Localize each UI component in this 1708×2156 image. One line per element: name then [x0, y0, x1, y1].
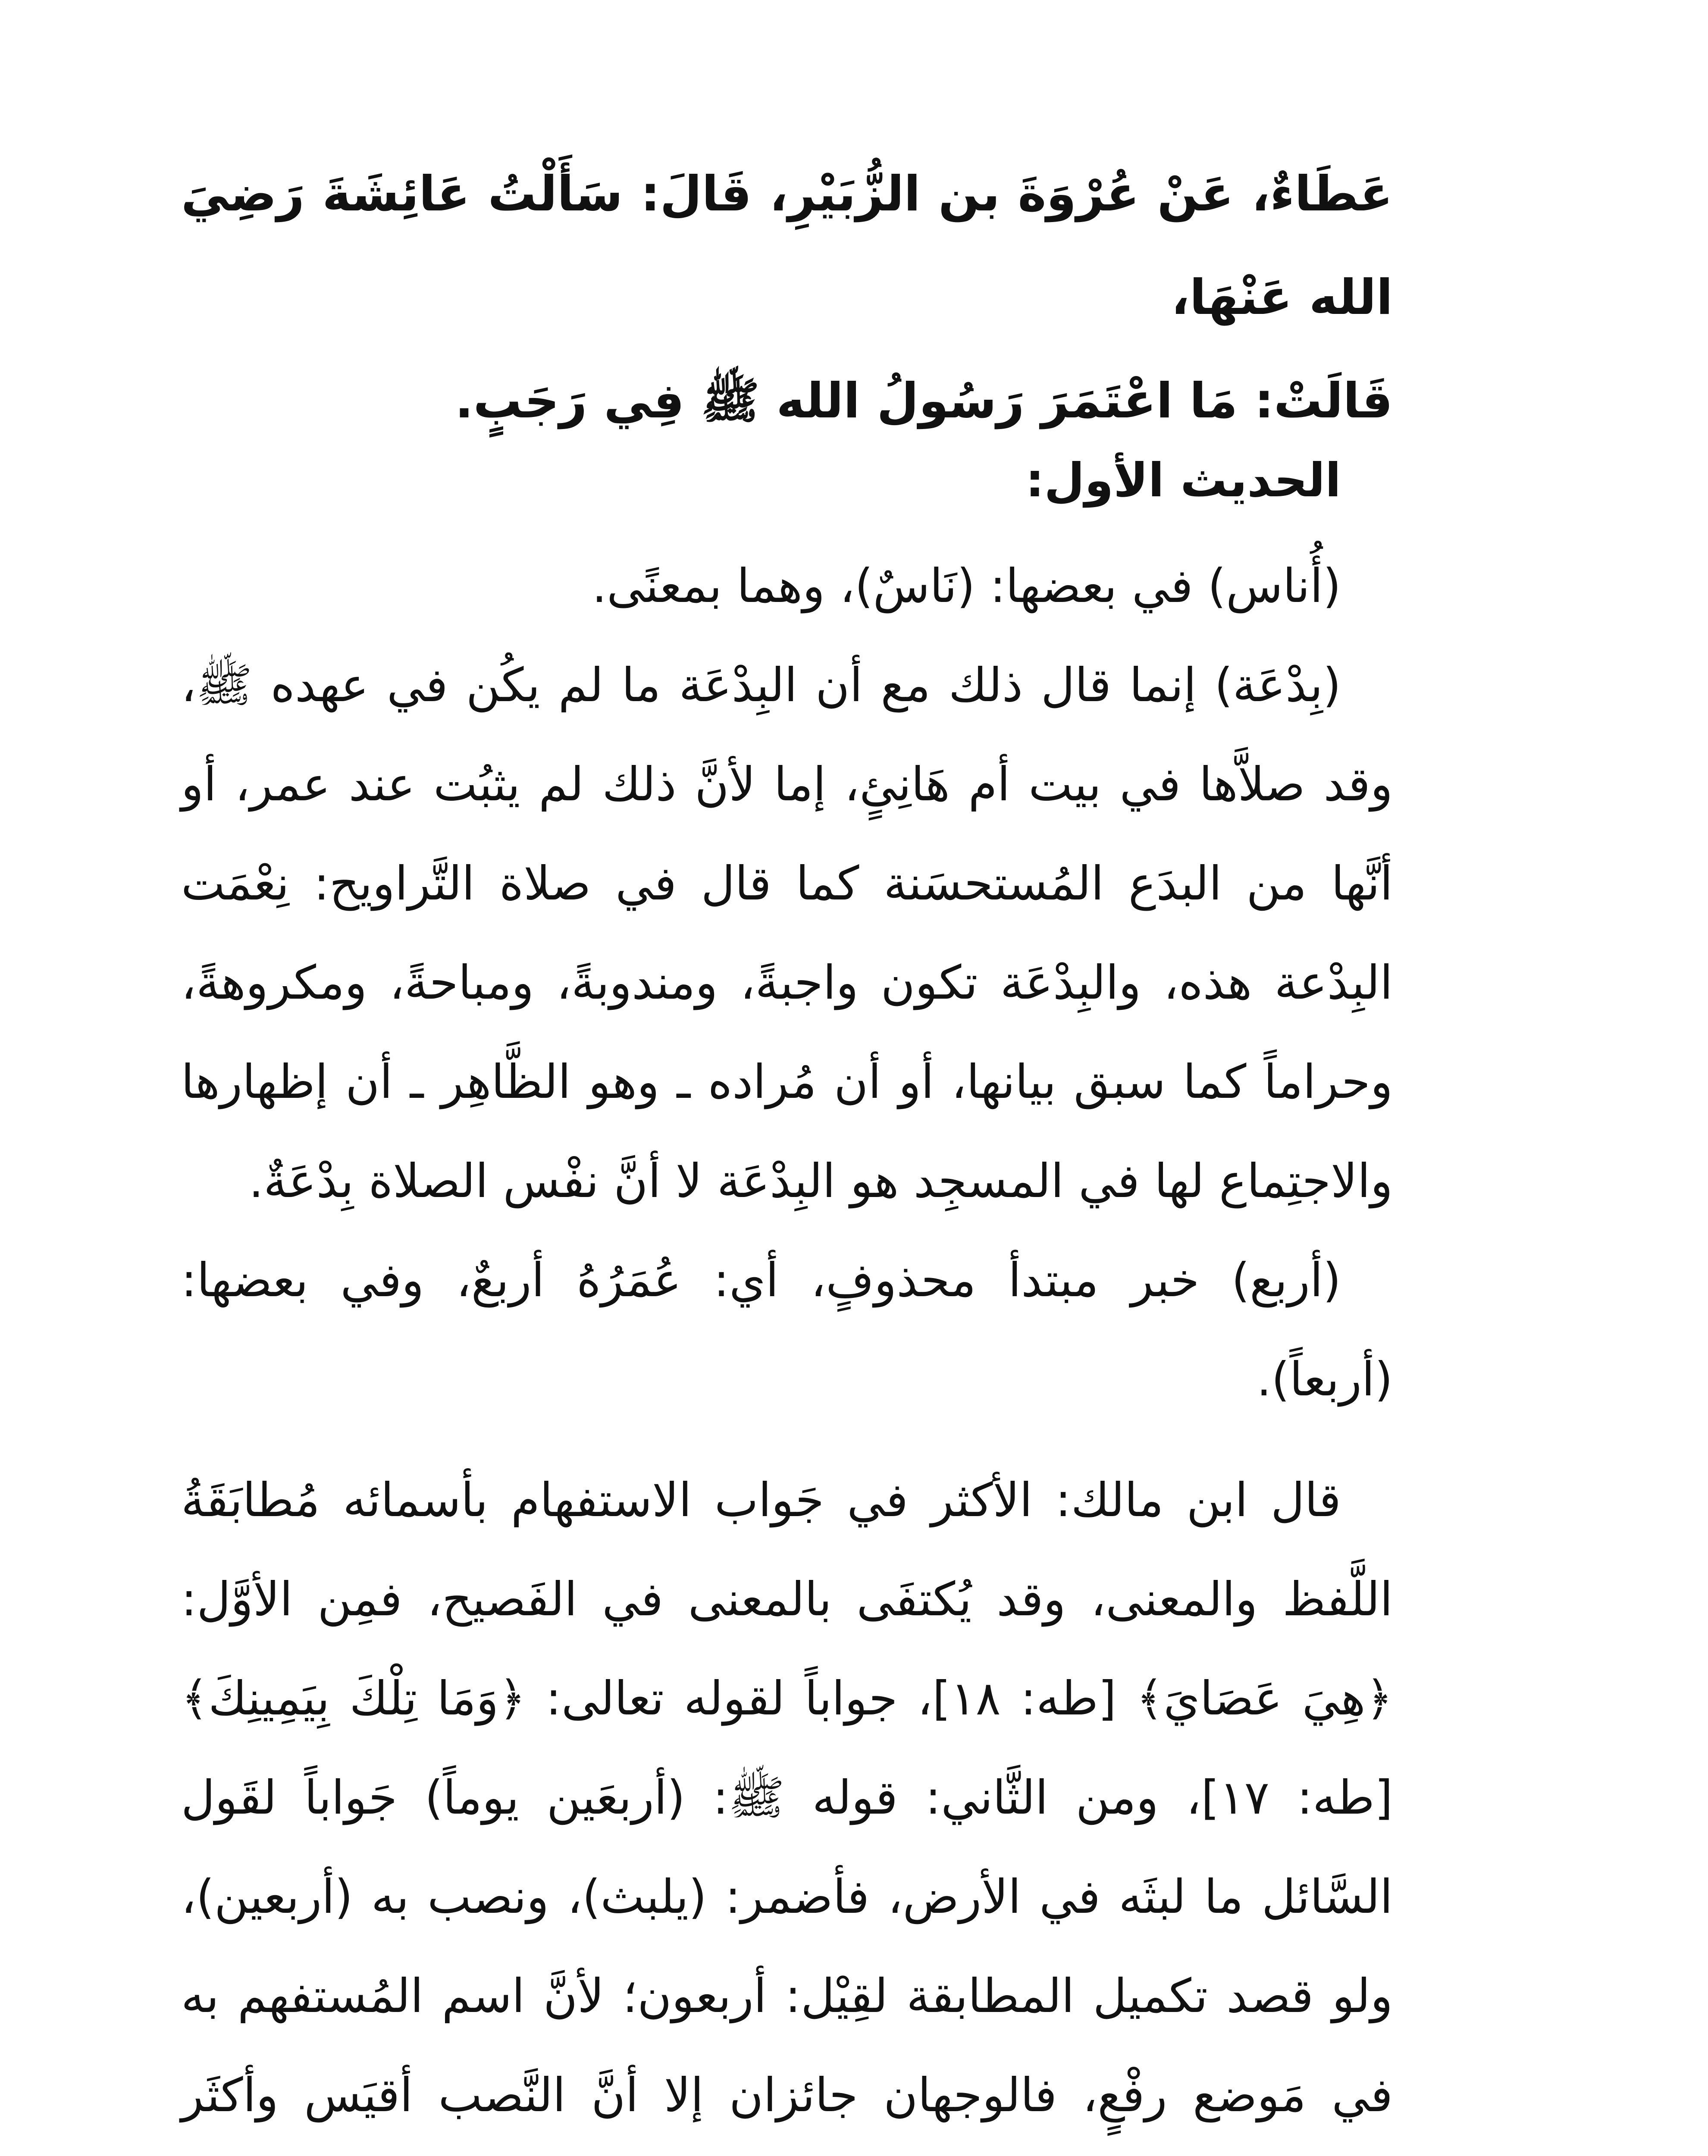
- paragraph-unas: (أُناس) في بعضها: (نَاسٌ)، وهما بمعنًى.: [592, 559, 1341, 613]
- hadith-line-2: قَالَتْ: مَا اعْتَمَرَ رَسُولُ الله ﷺ فِي رَجَبٍ.: [455, 373, 1393, 429]
- section-heading: الحديث الأول:: [1025, 454, 1341, 508]
- paragraph-bidah: (بِدْعَة) إنما قال ذلك مع أن البِدْعَة ما لم يكُن في عهده ﷺ، وقد صلاَّها في بيت أم هَانِئٍ، إما لأنَّ ذلك لم يثبُت عند عمر، أو أنَّها من البدَع المُستحسَنة كما قال في صلاة التَّراويح: نِعْمَت البِدْعة هذه، والبِدْعَة تكون واجبةً، ومندوبةً، ومباحةً، ومكروهةً، وحراماً كما سبق بيانها، أو أن مُراده ـ وهو الظَّاهِر ـ أن إظهارها والاجتِماع لها في المسجِد هو البِدْعَة لا أنَّ نفْس الصلاة بِدْعَةٌ.: [181, 658, 1393, 1208]
- commentary-body: [181, 537, 1393, 2156]
- paragraph-ibn-malik: قال ابن مالك: الأكثر في جَواب الاستفهام بأسمائه مُطابَقَةُ اللَّفظ والمعنى، وقد يُكتفَى بالمعنى في الفَصيح، فمِن الأوَّل: ﴿هِيَ عَصَايَ﴾ [طه: ١٨]، جواباً لقوله تعالى: ﴿وَمَا تِلْكَ بِيَمِينِكَ﴾[طه: ١٧]، ومن الثَّاني: قوله ﷺ: (أربعَين يوماً) جَواباً لقَول السَّائل ما لبثَه في الأرض، فأضمر: (يلبث)، ونصب به (أربعين)، ولو قصد تكميل المطابقة لقِيْل: أربعون؛ لأنَّ اسم المُستفهم به في مَوضع رفْعٍ، فالوجهان جائزان إلا أنَّ النَّصب أقيَس وأكثَر: [181, 1473, 1393, 2122]
- paragraph-arba: (أربع) خبر مبتدأ محذوفٍ، أي: عُمَرُهُ أربعٌ، وفي بعضها: (أربعاً).: [181, 1253, 1393, 1407]
- hadith-line-1: عَطَاءٌ، عَنْ عُرْوَةَ بن الزُّبَيْرِ، قَالَ: سَأَلْتُ عَائِشَةَ رَضِيَ الله عَنْهَا،: [181, 166, 1393, 326]
- hadith-text: [181, 142, 1393, 453]
